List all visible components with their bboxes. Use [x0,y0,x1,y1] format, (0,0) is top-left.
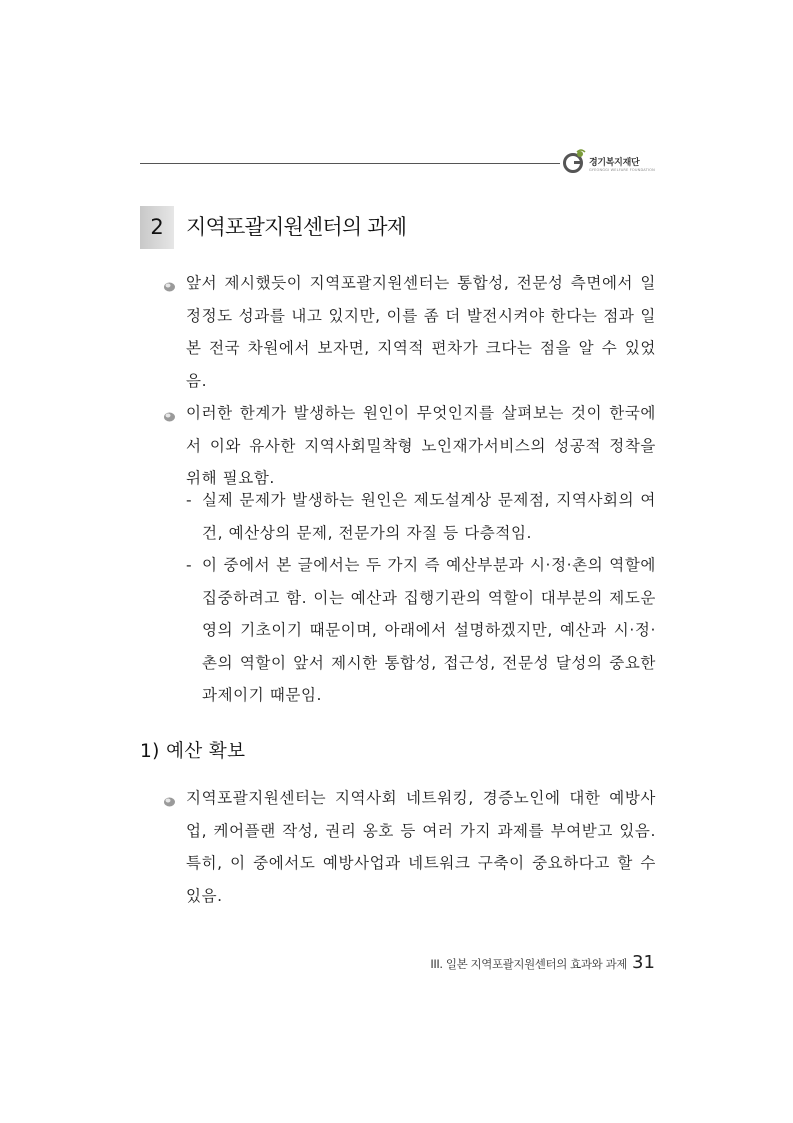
dash-item-1: 실제 문제가 발생하는 원인은 제도설계상 문제점, 지역사회의 여건, 예산상의 문제, 전문가의 자질 등 다층적임. [202,491,656,542]
dash-marker: - [186,491,192,509]
header-logo [561,148,671,178]
org-name-en: GYEONGGI WELFARE FOUNDATION [589,168,655,172]
foundation-logo-icon [561,148,587,176]
header-rule [140,163,560,164]
bullet-icon [163,281,176,292]
org-name: 경기복지재단 [589,158,640,168]
dash-item-2: 이 중에서 본 글에서는 두 가지 즉 예산부분과 시·정·촌의 역할에 집중하려고 함. 이는 예산과 집행기관의 역할이 대부분의 제도운영의 기초이기 때문이며, 아래에서 설명하겠지만, 예산과 시·정·촌의 역할이 앞서 제시한 통합성, 접근성, 전문성 달성의 중요한 과제이기 때문임. [202,556,656,704]
bullet-icon [163,411,176,422]
dash-marker: - [186,556,192,574]
paragraph-2: 이러한 한계가 발생하는 원인이 무엇인지를 살펴보는 것이 한국에서 이와 유사한 지역사회밀착형 노인재가서비스의 성공적 정착을 위해 필요함. [186,404,656,487]
section-number-box: 2 [140,206,174,249]
section-title: 지역포괄지원센터의 과제 [186,215,407,239]
page-number: 31 [632,952,655,973]
footer-chapter: III. 일본 지역포괄지원센터의 효과와 과제 [430,957,627,971]
bullet-icon [163,796,176,807]
paragraph-3: 지역포괄지원센터는 지역사회 네트워킹, 경증노인에 대한 예방사업, 케어플랜 작성, 권리 옹호 등 여러 가지 과제를 부여받고 있음. 특히, 이 중에서도 예방사업과 네트워크 구축이 중요하다고 할 수 있음. [186,789,656,905]
subsection-heading: 1) 예산 확보 [140,741,246,762]
paragraph-1: 앞서 제시했듯이 지역포괄지원센터는 통합성, 전문성 측면에서 일정정도 성과를 내고 있지만, 이를 좀 더 발전시켜야 한다는 점과 일본 전국 차원에서 보자면, 지역적 편차가 크다는 점을 알 수 있었음. [186,274,656,390]
